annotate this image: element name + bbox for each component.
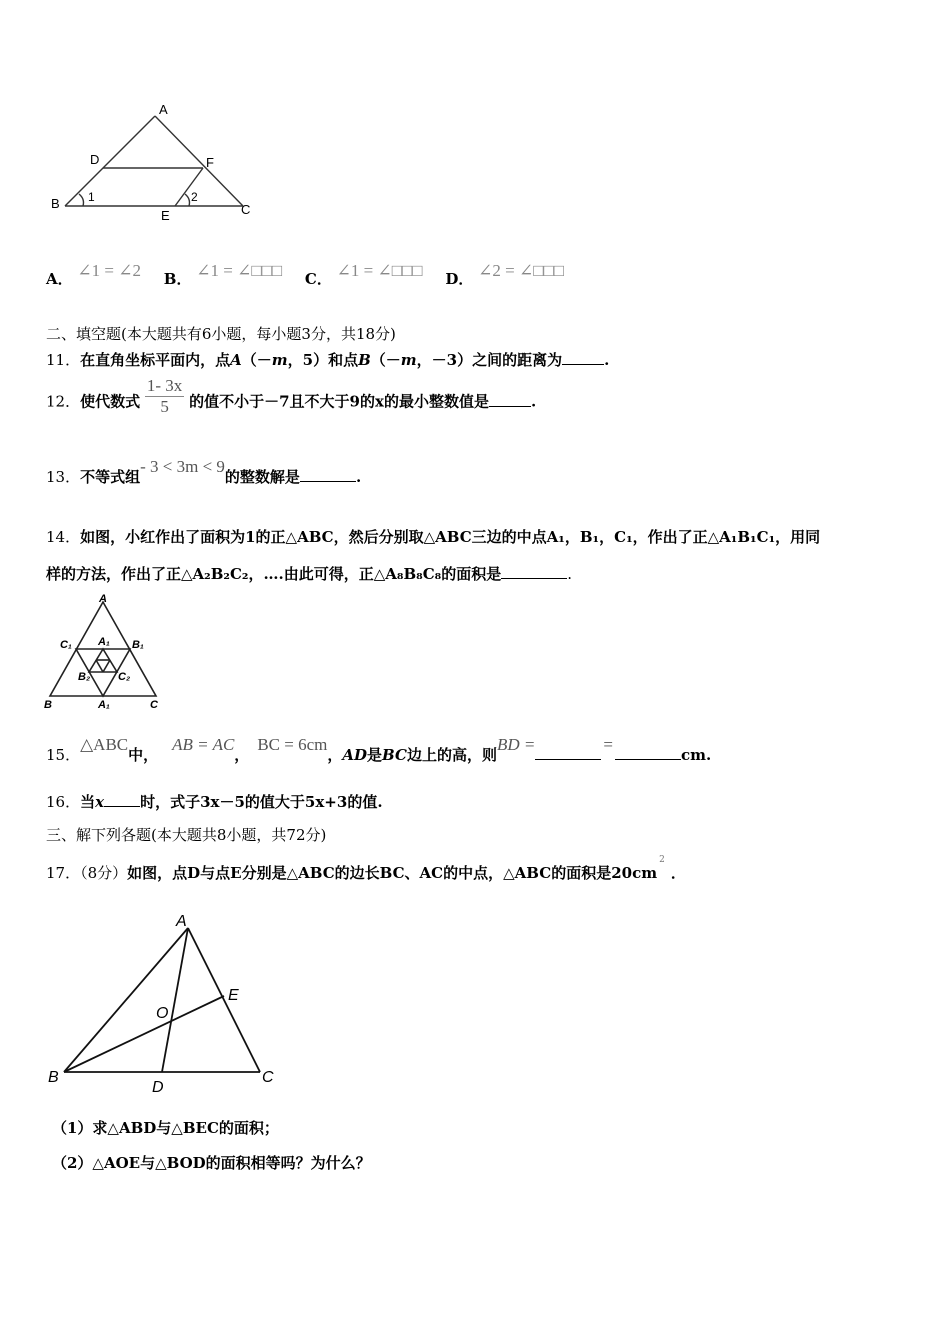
q16-number: 16． (46, 793, 81, 811)
label-C1: C₁ (60, 639, 72, 651)
option-b-math: ∠1 = ∠□□□ (196, 261, 283, 280)
q11-text: ，5）和点 (287, 351, 359, 369)
option-a-math: ∠1 = ∠2 (77, 261, 141, 280)
q11-text: （－ (241, 351, 272, 369)
q13-inequality: - 3 < 3m < 9 (140, 457, 225, 476)
question-11 (46, 349, 609, 370)
q16-text: 的值. (347, 793, 383, 811)
question-14-line-1 (46, 526, 820, 547)
option-c-label: C． (304, 270, 332, 288)
q15-equals: = (603, 735, 613, 754)
q11-var-m: m (271, 351, 288, 369)
q15-text: 是 (367, 746, 383, 764)
label-C2: C₂ (118, 671, 131, 683)
option-a-label: A． (46, 270, 73, 288)
question-16 (46, 791, 383, 812)
q15-answer-blank-2[interactable] (615, 759, 681, 760)
q15-bd: BD = (496, 735, 536, 754)
q12-answer-blank[interactable] (489, 406, 531, 407)
q14-text: 如图，小红作出了面积为1的正△ABC，然后分别取△ABC三边的中点A₁，B₁，C₁，作出了正△A₁B₁C₁，用同 (80, 528, 821, 546)
q15-text: 中， (128, 746, 159, 764)
q11-point-a: A (230, 351, 242, 369)
q17-end: ． (670, 864, 686, 882)
q13-answer-blank[interactable] (300, 481, 356, 482)
label-C: C (241, 202, 251, 217)
line-AC (188, 928, 260, 1072)
q15-equation-bc: BC = 6cm (257, 735, 328, 754)
question-14-line-2 (46, 563, 572, 584)
q15-triangle: △ABC (80, 735, 129, 754)
angle-1-arc (79, 194, 84, 206)
q15-ad: AD (342, 746, 368, 764)
q15-text: 边上的高，则 (406, 746, 497, 764)
q13-text: 的整数解是 (224, 468, 300, 486)
q13-number: 13． (46, 468, 81, 486)
q11-text: （－ (370, 351, 401, 369)
label-angle-1: 1 (88, 190, 95, 204)
label-E: E (228, 987, 239, 1004)
section-2-title: 二、填空题(本大题共有6小题，每小题3分，共18分) (46, 325, 396, 343)
label-O: O (156, 1005, 169, 1022)
q12-end: . (530, 392, 537, 411)
q14-answer-blank[interactable] (501, 578, 567, 579)
q16-var-x: x (95, 793, 105, 811)
q12-text: 的值不小于－7且不大于9的 (189, 392, 375, 411)
line-AB (65, 116, 155, 206)
q12-fraction (145, 376, 184, 417)
question-13 (46, 457, 362, 487)
line-AB (64, 928, 188, 1072)
q14-number: 14． (46, 528, 81, 546)
q16-answer-blank[interactable] (104, 806, 140, 807)
option-c-math: ∠1 = ∠□□□ (336, 261, 423, 280)
q10-options (46, 261, 565, 289)
q17-superscript: 2 (659, 855, 665, 865)
q11-var-m: m (400, 351, 417, 369)
label-A: A (159, 102, 168, 117)
q12-number: 12． (46, 392, 81, 411)
q11-end: . (604, 351, 610, 369)
label-B: B (44, 699, 52, 711)
label-F: F (206, 155, 214, 170)
label-B2: B₂ (78, 671, 91, 683)
q11-text: ，－3）之间的距离为 (416, 351, 563, 369)
q11-number: 11． (46, 351, 81, 369)
label-C: C (150, 699, 158, 711)
q15-unit: cm. (680, 746, 712, 764)
section-3-title: 三、解下列各题(本大题共8小题，共72分) (46, 826, 327, 844)
q15-comma: ， (234, 746, 250, 764)
label-A: A (99, 593, 107, 605)
angle-2-arc (185, 194, 190, 206)
figure-triangle-medians (40, 906, 300, 1101)
q15-equation-ab-ac: AB = AC (172, 735, 235, 754)
q16-text: 当 (80, 793, 96, 811)
q12-fraction-numerator: 1- 3x (146, 376, 183, 395)
q17-text: 如图，点D与点E分别是△ABC的边长BC、AC的中点，△ABC的面积是20cm (127, 864, 658, 882)
inner-line (96, 660, 103, 672)
label-A: A (176, 913, 187, 930)
q13-text: 不等式组 (80, 468, 141, 486)
q17-subquestion-2: （2）△AOE与△BOD的面积相等吗？为什么？ (52, 1154, 371, 1172)
question-17 (46, 855, 686, 883)
label-B1: B₁ (132, 639, 144, 651)
label-C: C (262, 1069, 274, 1086)
q15-number: 15． (46, 746, 81, 764)
option-d-math: ∠2 = ∠□□□ (478, 261, 565, 280)
q11-point-b: B (358, 351, 371, 369)
q12-text: 使代数式 (80, 392, 141, 411)
line-AC (155, 116, 243, 206)
label-A1: A₁ (98, 636, 110, 648)
q16-expression-1: 3x－5 (200, 793, 245, 811)
q16-text: 时，式子 (140, 793, 201, 811)
option-b-label: B． (163, 270, 192, 288)
q11-text: 在直角坐标平面内，点 (80, 351, 231, 369)
label-A-bottom: A₁ (98, 699, 110, 711)
q14-end: . (567, 565, 573, 583)
label-angle-2: 2 (191, 190, 198, 204)
q17-subquestion-1: （1）求△ABD与△BEC的面积； (52, 1119, 279, 1137)
inner-line (103, 660, 110, 672)
figure-nested-triangles (40, 592, 170, 712)
q15-bc: BC (382, 746, 407, 764)
q12-fraction-denominator: 5 (160, 397, 169, 416)
q14-text: 样的方法，作出了正△A₂B₂C₂，….由此可得，正△A₈B₈C₈的面积是 (46, 565, 502, 583)
q13-end: . (355, 468, 362, 486)
question-12 (46, 376, 537, 423)
label-B: B (48, 1069, 59, 1086)
q15-text: ， (327, 746, 343, 764)
q17-number: 17． (46, 864, 81, 882)
q11-answer-blank[interactable] (562, 364, 604, 365)
q15-answer-blank-1[interactable] (535, 759, 601, 760)
question-15 (46, 735, 712, 765)
q17-score: （8分） (80, 864, 128, 882)
label-D: D (90, 152, 100, 167)
line-AD (162, 928, 188, 1072)
option-d-label: D． (445, 270, 474, 288)
q16-text: 的值大于 (244, 793, 305, 811)
q16-expression-2: 5x+3 (304, 793, 348, 811)
figure-triangle-parallel (45, 98, 265, 228)
q12-var-x: x (374, 392, 384, 411)
label-E: E (161, 208, 170, 223)
label-B: B (51, 196, 60, 211)
label-D: D (152, 1079, 164, 1096)
line-BE (64, 996, 224, 1072)
q12-text: 的最小整数值是 (383, 392, 489, 411)
